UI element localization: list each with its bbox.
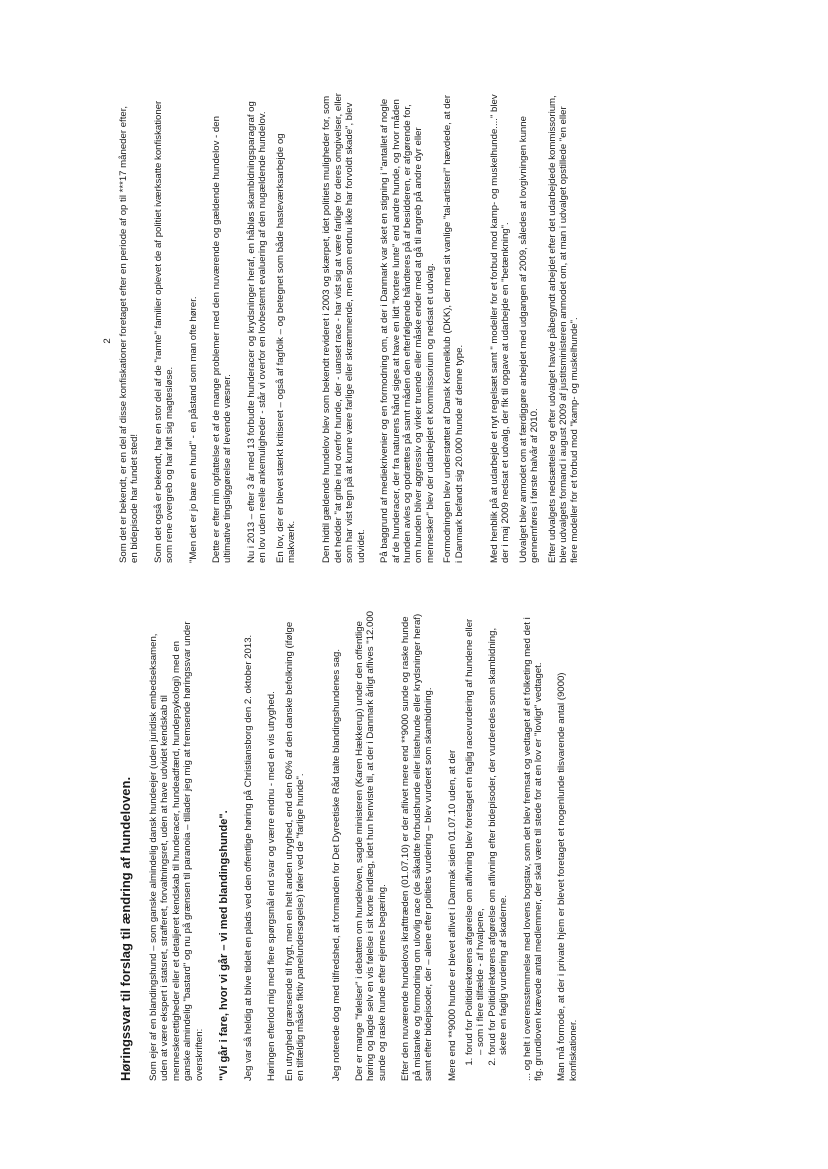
families-paragraph: Som det også er bekendt, har en stor del af de "ramte" familier oplevet de af politiet iværksatte konfiskationer som rene overgreb og har følt sig magtesløse.: [152, 100, 176, 563]
document-title: Høringssvar til forslag til ændring af hundeloven.: [118, 776, 133, 1081]
council-paragraph: Jeg noterede dog med tilfredshed, at formanden for Det Dyreetiske Råd talte blandingshundenes sag.: [330, 649, 342, 1081]
list-intro-paragraph: Mere end **9000 hunde er blevet aflivet i Danmak siden 01.07.10 uden, at der: [446, 749, 458, 1081]
intro-paragraph: Som ejer af en blandingshund – som ganske almindelig dansk hundeejer (uden juridisk embedseksamen, uden at være ekspert i statsret, strafferet, forvaltningsret, uden at have udvidet kendskab til menneskerettigheder eller et detaljeret kendskab til hunderacer, hundeadfærd, hundepsykologi) med en ganske almindelig "bastard" og nu på grænsen til paranoia – tillader jeg mig at fremsende høringssvar under overskriften:: [148, 621, 205, 1081]
list-item: 1. forud for Politidirektørens afgørelse om aflivning blev foretaget en faglig racevurdering af hundene eller – som i flere tilfælde - af hvalpene,: [464, 611, 487, 1055]
ban-models-paragraph: Efter udvalgets nedsættelse og efter udvalget havde påbegyndt arbejdet efter det udarbejdede kommissorium, blev udvalgets formand i august 2009 af justitsministeren anmodet om, at man i udvalget opstillede "en eller flere modeller for et forbud mod "kamp- og muskelhunde".: [546, 95, 581, 563]
quote-paragraph: "Men det er jo bare en hund" - en påstand som man ofte hører.: [187, 296, 199, 563]
list-item: 2. forud for Politidirektørens afgørelse om aflivning efter bidepisoder, der vurderedes som skambidning, skete en faglig vurdering af skaderne.: [487, 611, 510, 1055]
right-column: [118, 93, 593, 563]
objectification-paragraph: Dette er efter min opfattelse et af de mange problemer med den nuværende og gældende hundelov - den ultimative tingsliggørelse af levende væsner.: [211, 116, 234, 563]
left-column: [118, 611, 591, 1081]
confiscation-paragraph: Man må formode, at der i private hjem er blevet foretaget et nogenlunde tilsvarende antal (9000) konfiskationer.: [556, 672, 579, 1081]
law-paragraph: ... og helt i overensstemmelse med lovens bogstav, som det blev fremsat og vedtaget af et folketing med det i flg. grundloven krævede antal medlemmer, der skal være til stede for at en lov er "lovligt" vedtaget.: [521, 617, 544, 1081]
numbered-list: [464, 611, 510, 1081]
media-paragraph: På baggrund af mediekrivenier og en formodning om, at der i Danmark var sket en stigning i "antallet af nogle af de hunderacer, der fra naturens hånd siges at have en lidt "kortere lunte" end andre hunde, og hvor måden hunden avles og opdrættes på samt måden den efterfølgende håndteres på af besidderen, er afgørende for, om hunden bliver aggressiv og virker truende eller måske ender med at gå til angreb på andre dyr eller mennesker" blev der udarbejdet et kommissorium og nedsat et udvalg.: [379, 98, 436, 563]
hearing-paragraph: Jeg var så heldig at blive tildelt en plads ved den offentlige høring på Christiansborg den 2. oktober 2013.: [243, 634, 255, 1081]
uncertainty-paragraph: Høringen efterlod mig med flere spørgsmål end svar og værre endnu - med en vis utryghed.: [266, 691, 278, 1081]
euthanasia-paragraph: Efter den nuværende hundelovs ikrafttræden (01.07.10) er der aflivet mere end **9000 sunde og raske hunde på mistanke og formodning om ulovlig race (de såkaldte forbudshunde eller listehunde eller krydsninger heraf) samt efter bidepisoder, der – alene efter politiets vurdering – blev vurderet som skambidning.: [400, 613, 435, 1081]
fear-paragraph: En utryghed grænsende til frygt, men en helt anden utryghed, end den 60% af den danske befolkning (ifølge en tilfældig måske fiktiv panelundersøgelse) føler ved de "farlige hunde".: [283, 621, 307, 1081]
revision-paragraph: Den hidtil gældende hundelov blev som bekendt revideret i 2003 og skærpet, idet politiets muligheder for, som det hedder "at gribe ind overfor hunde, der - uanset race - har vist sig at være farlige for deres omgivelser, eller som har vist tegn på at kunne være farlige eller skræmmende, men som endnu ikke har forvoldt skade", blev udvidet.: [321, 92, 367, 563]
confiscation-delay-paragraph: Som det er bekendt, er en del af disse konfiskationer foretaget efter en periode af op til ***17 måneder efter, en bidepisode har fundet sted!: [118, 105, 141, 563]
feelings-paragraph: Der er mange "følelser" i debatten om hundeloven, sagde ministeren (Karen Hækkerup) under den offentlige høring og lagde selv en vis følelse i sit korte indlæg, idet hun henviste til, at der i Danmark årligt aflives "12.000 sunde og raske hunde efter ejernes begæring.: [354, 610, 388, 1081]
section-heading: "Vi går i fare, hvor vi går – vi med blandingshunde".: [218, 810, 231, 1081]
committee-paragraph: Med henblik på at udarbejde et nyt regelsæt samt " modeller for et forbud mod kamp- og muskelhunde...." blev der i maj 2009 nedsat et udvalg, der fik til opgave at udarbejde en "betænkning".: [488, 94, 512, 563]
deadline-paragraph: Udvalget blev anmodet om at færdiggøre arbejdet med udgangen af 2009, således at lovgivningen kunne gennemføres i første halvår af 2010.: [517, 116, 541, 563]
evaluation-paragraph: Nu i 2013 – efter 3 år med 13 forbudte hunderacer og krydsninger heraf, en håbløs skambidningsparagraf og en lov uden reelle ankemuligheder - står vi overfor en lovbestemt evaluering af den nugældende hundelov.: [245, 101, 269, 563]
criticism-paragraph: En lov, der er blevet stærkt kritiseret – også af fagfolk – og betegnet som både hasteværksarbejde og makværk.: [274, 133, 298, 563]
page-number: 2: [102, 338, 113, 344]
kennel-club-paragraph: Formodningen blev understøttet af Dansk Kennelklub (DKK), der med sit vanlige "tal-artisteri" hævdede, at der i Danmark befandt sig 20.000 hunde af denne type.: [442, 94, 465, 563]
